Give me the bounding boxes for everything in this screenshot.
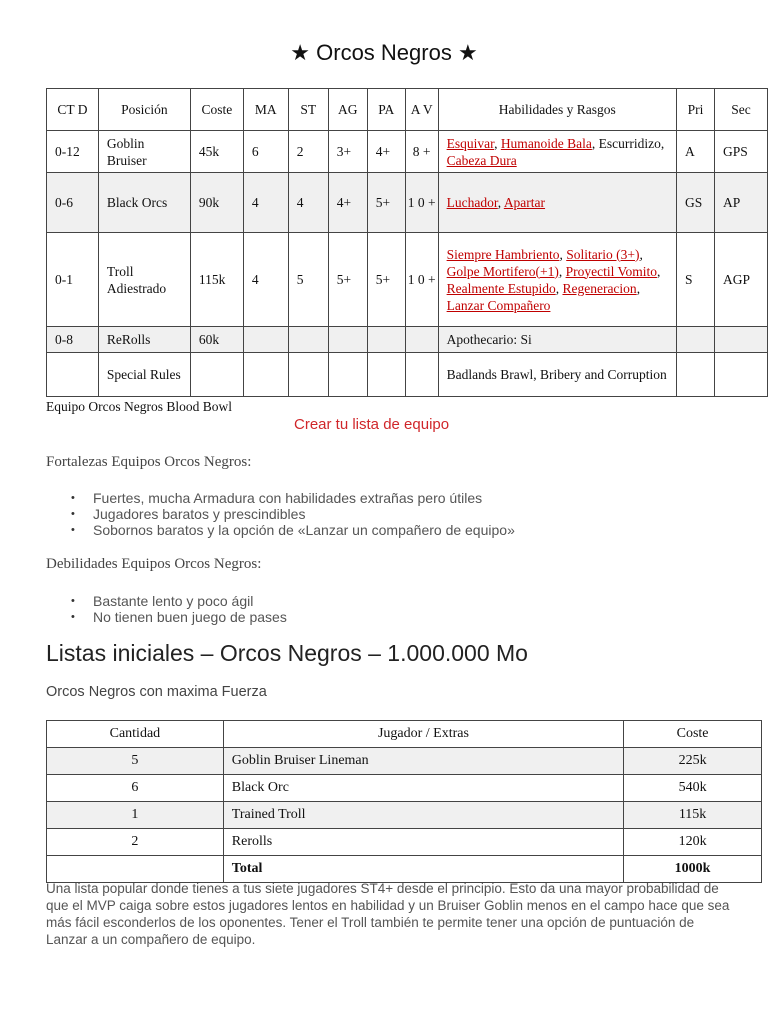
skill-link[interactable]: Humanoide Bala (500, 135, 592, 151)
cell-posicion: Troll Adiestrado (98, 233, 190, 327)
cell-ctd: 0-8 (47, 327, 99, 353)
skill-link[interactable]: Apartar (503, 195, 546, 210)
lista-header-row (47, 721, 762, 748)
skill-separator: , Escurridizo, (591, 135, 665, 151)
cell-cantidad: 5 (47, 748, 224, 775)
cell-pa: 4+ (367, 131, 405, 173)
description-paragraph: Una lista popular donde tienes a tus siete jugadores ST4+ desde el principio. Esto da una mayor probabilidad de que el MVP caiga sobre estos jugadores lentos en habilidad y un Bruiser Goblin menos en el campo hace que sea más fácil esconderlos de los oponentes. Tener el Troll también te permite tener una opción de puntuación de Lanzar a un compañero de equipo. (46, 881, 730, 947)
cell-posicion: Goblin Bruiser (98, 131, 190, 173)
cell-ag: 3+ (328, 131, 367, 173)
cell-ma: 4 (243, 233, 288, 327)
cell-cantidad: 6 (47, 775, 224, 802)
cell-st: 5 (288, 233, 328, 327)
list-item: • Bastante lento y poco ágil (93, 593, 287, 609)
cell-empty (676, 353, 714, 397)
cell-sec: AGP (714, 233, 767, 327)
table-row (47, 775, 762, 802)
roster-table (46, 88, 768, 397)
header-sec: Sec (714, 89, 767, 131)
debilidades-heading: Debilidades Equipos Orcos Negros: (46, 556, 262, 572)
listas-subheading: Orcos Negros con maxima Fuerza (46, 684, 267, 700)
cell-posicion: Special Rules (98, 353, 190, 397)
cell-coste: 115k (624, 802, 762, 829)
header-ma: MA (243, 89, 288, 131)
cell-ctd: 0-1 (47, 233, 99, 327)
header-pa: PA (367, 89, 405, 131)
skill-link[interactable]: Lanzar Compañero (446, 297, 551, 313)
cell-coste: 540k (624, 775, 762, 802)
header-ag: AG (328, 89, 367, 131)
cell-empty (714, 327, 767, 353)
roster-header-row (47, 89, 768, 131)
cell-empty (288, 327, 328, 353)
cell-pri: S (676, 233, 714, 327)
cell-pa: 5+ (367, 173, 405, 233)
cell-jugador: Goblin Bruiser Lineman (223, 748, 623, 775)
cell-extra: Apothecario: Si (438, 327, 676, 353)
table-caption: Equipo Orcos Negros Blood Bowl (46, 399, 232, 414)
table-row (47, 829, 762, 856)
skill-separator: , (636, 280, 641, 296)
skill-link[interactable]: Golpe Mortifero(+1) (446, 263, 559, 279)
skill-separator: , (558, 263, 566, 279)
skill-link[interactable]: Luchador (446, 195, 498, 210)
cell-coste: 115k (190, 233, 243, 327)
skill-link[interactable]: Realmente Estupido (446, 280, 556, 296)
cell-coste: 90k (190, 173, 243, 233)
cell-ma: 4 (243, 173, 288, 233)
cell-ag: 5+ (328, 233, 367, 327)
skill-link[interactable]: Proyectil Vomito (565, 263, 657, 279)
cell-jugador: Black Orc (223, 775, 623, 802)
cell-st: 4 (288, 173, 328, 233)
skill-separator: , (497, 195, 504, 210)
page-title: ★ Orcos Negros ★ (290, 40, 478, 65)
cell-posicion: Black Orcs (98, 173, 190, 233)
header-cantidad: Cantidad (47, 721, 224, 748)
cell-ctd (47, 353, 99, 397)
total-value: 1000k (624, 856, 762, 883)
roster-row (47, 131, 768, 173)
cell-empty (367, 327, 405, 353)
skill-link[interactable]: Regeneracion (562, 280, 637, 296)
header-ctd: CT D (47, 89, 99, 131)
cell-cantidad: 1 (47, 802, 224, 829)
header-coste: Coste (624, 721, 762, 748)
cell-empty (405, 327, 438, 353)
skill-separator: , (656, 263, 661, 279)
list-item: • Sobornos baratos y la opción de «Lanzar un compañero de equipo» (93, 522, 515, 538)
roster-row (47, 233, 768, 327)
cell-ctd: 0-12 (47, 131, 99, 173)
header-coste: Coste (190, 89, 243, 131)
cell-habilidades (438, 173, 676, 233)
cell-ag: 4+ (328, 173, 367, 233)
cell-habilidades (438, 233, 676, 327)
cell-pri: GS (676, 173, 714, 233)
skill-link[interactable]: Solitario (3+) (566, 246, 640, 262)
table-row (47, 802, 762, 829)
cell-coste: 60k (190, 327, 243, 353)
cell-sec: AP (714, 173, 767, 233)
total-label: Total (223, 856, 623, 883)
cell-sec: GPS (714, 131, 767, 173)
header-habilidades: Habilidades y Rasgos (438, 89, 676, 131)
list-item: • Jugadores baratos y prescindibles (93, 506, 515, 522)
list-item: • No tienen buen juego de pases (93, 609, 287, 625)
skill-separator: , (559, 246, 567, 262)
cell-empty (676, 327, 714, 353)
skill-separator: , (494, 135, 501, 151)
cell-coste: 120k (624, 829, 762, 856)
lista-table (46, 720, 762, 883)
roster-row (47, 173, 768, 233)
header-av: A V (405, 89, 438, 131)
skill-link[interactable]: Cabeza Dura (446, 152, 517, 168)
roster-row (47, 353, 768, 397)
cell-av: 8 + (405, 131, 438, 173)
cell-cantidad: 2 (47, 829, 224, 856)
cell-posicion: ReRolls (98, 327, 190, 353)
cell-empty (328, 353, 367, 397)
fortalezas-list (46, 490, 515, 538)
fortalezas-heading: Fortalezas Equipos Orcos Negros: (46, 454, 252, 470)
skill-link[interactable]: Siempre Hambriento (446, 246, 560, 262)
cell-empty (243, 353, 288, 397)
header-st: ST (288, 89, 328, 131)
crear-lista-link[interactable]: Crear tu lista de equipo (294, 416, 450, 433)
cell-extra: Badlands Brawl, Bribery and Corruption (438, 353, 676, 397)
cell-jugador: Rerolls (223, 829, 623, 856)
cell-jugador: Trained Troll (223, 802, 623, 829)
header-pri: Pri (676, 89, 714, 131)
cell-coste: 225k (624, 748, 762, 775)
cell-empty (243, 327, 288, 353)
cell-coste: 45k (190, 131, 243, 173)
cell-empty (714, 353, 767, 397)
cell-ctd: 0-6 (47, 173, 99, 233)
lista-total-row (47, 856, 762, 883)
cell-pa: 5+ (367, 233, 405, 327)
cell-ma: 6 (243, 131, 288, 173)
cell-empty (288, 353, 328, 397)
table-row (47, 748, 762, 775)
debilidades-list (46, 593, 287, 625)
header-posicion: Posición (98, 89, 190, 131)
header-jugador: Jugador / Extras (223, 721, 623, 748)
cell-empty (328, 327, 367, 353)
cell-habilidades (438, 131, 676, 173)
cell-av: 1 0 + (405, 233, 438, 327)
list-item: • Fuertes, mucha Armadura con habilidades extrañas pero útiles (93, 490, 515, 506)
cell-empty (367, 353, 405, 397)
cell-empty (405, 353, 438, 397)
listas-heading: Listas iniciales – Orcos Negros – 1.000.000 Mo (46, 640, 528, 666)
cell-st: 2 (288, 131, 328, 173)
roster-row (47, 327, 768, 353)
skill-separator: , (639, 246, 643, 262)
cell-pri: A (676, 131, 714, 173)
cell-av: 1 0 + (405, 173, 438, 233)
cell-coste (190, 353, 243, 397)
skill-separator: , (555, 280, 563, 296)
skill-link[interactable]: Esquivar (446, 135, 495, 151)
